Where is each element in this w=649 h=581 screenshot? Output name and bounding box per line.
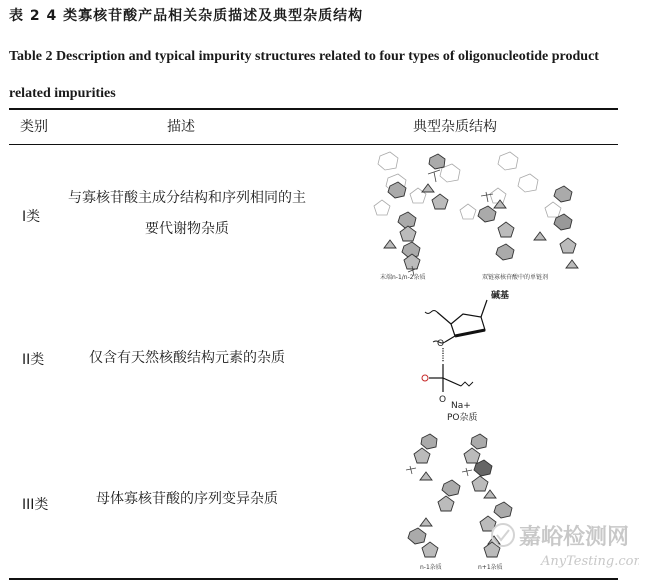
row-2-label-na: Na+ [451, 401, 471, 411]
row-2-label-base: 碱基 [491, 291, 510, 301]
watermark-cn: 嘉峪检测网 [519, 525, 630, 550]
header-description: 描述 [167, 119, 195, 135]
row-3-description: 母体寡核苷酸的序列变异杂质 [96, 491, 278, 507]
header-structure: 典型杂质结构 [413, 119, 497, 135]
row-1-category: I类 [22, 209, 41, 225]
row-3-label-b: n+1杂质 [478, 564, 503, 571]
table-header-rule [9, 144, 618, 145]
row-3-label-a: n-1杂质 [420, 564, 442, 571]
row-2-structure-image [415, 284, 515, 424]
row-2-description: 仅含有天然核酸结构元素的杂质 [89, 350, 285, 366]
row-1-label-a: 末端n-1/n-2杂质 [380, 274, 426, 281]
row-3-category: III类 [22, 497, 49, 513]
watermark-en: AnyTesting.com [541, 554, 639, 569]
row-2-label-o1: O [437, 339, 445, 349]
watermark-logo [489, 519, 639, 571]
table-bottom-rule [9, 578, 618, 580]
table-caption-en: Table 2 Description and typical impurity structures related to four types of oligonucleotide product related impurities [9, 49, 599, 101]
row-2-label-po: PO杂质 [447, 413, 478, 423]
row-1-description: 与寡核苷酸主成分结构和序列相同的主要代谢物杂质 [68, 190, 306, 237]
table-caption-cn: 表 2 4 类寡核苷酸产品相关杂质描述及典型杂质结构 [9, 8, 364, 24]
watermark [489, 519, 639, 575]
row-1-structure-image [360, 148, 590, 284]
row-2-label-o2: O [439, 395, 447, 405]
row-1-label-b: 双链寡核苷酸中的单链剂 [482, 274, 549, 281]
row-2-category: II类 [22, 352, 45, 368]
header-category: 类别 [20, 119, 48, 135]
table-top-rule [9, 108, 618, 110]
